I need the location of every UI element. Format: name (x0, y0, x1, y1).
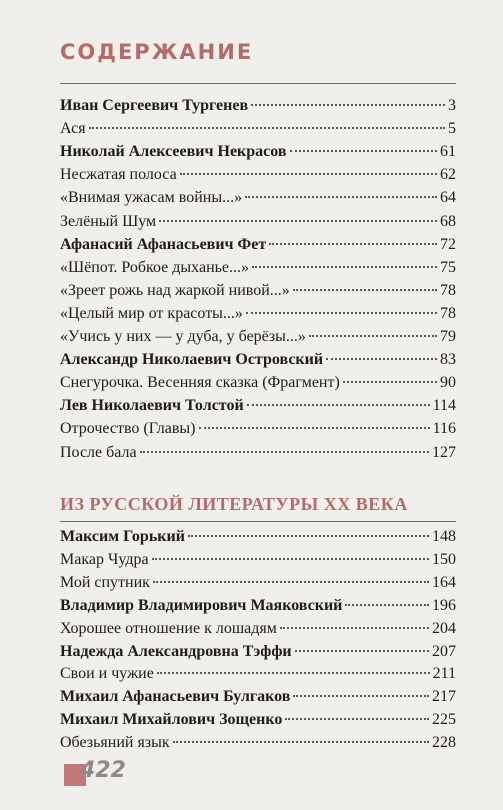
entry-page-number: 83 (440, 351, 456, 369)
entry-page-number: 3 (448, 97, 456, 114)
leader-dots (251, 92, 445, 106)
entry-title: Несжатая полоса (60, 166, 177, 184)
leader-dots (140, 439, 429, 453)
entry-page-number: 204 (432, 619, 456, 637)
leader-dots (285, 706, 429, 720)
entry-title: Александр Николаевич Островский (60, 351, 324, 369)
entry-page-number: 217 (432, 688, 456, 706)
leader-dots (343, 369, 437, 383)
work-entry (60, 211, 456, 233)
entry-title: Максим Горький (60, 528, 185, 545)
leader-dots (326, 346, 437, 360)
work-entry (60, 187, 456, 209)
work-entry (60, 372, 456, 394)
entry-page-number: 68 (440, 212, 456, 230)
entry-title: «Целый мир от красоты...» (60, 304, 243, 322)
entry-title: Владимир Владимирович Маяковский (60, 596, 343, 614)
entry-page-number: 228 (432, 734, 456, 752)
entry-page-number: 78 (440, 304, 456, 322)
leader-dots (247, 392, 430, 406)
entry-title: Отрочество (Главы) (60, 420, 196, 438)
entry-title: Снегурочка. Весенняя сказка (Фрагмент) (60, 374, 340, 392)
leader-dots (89, 115, 445, 129)
leader-dots (245, 184, 437, 198)
leader-dots (246, 300, 437, 314)
author-entry (60, 641, 456, 663)
section-title-xx-century: ИЗ РУССКОЙ ЛИТЕРАТУРЫ XX ВЕКА (60, 494, 408, 514)
author-entry (60, 349, 456, 371)
divider (60, 521, 456, 522)
entry-title: Свои и чужие (60, 665, 154, 683)
entry-page-number: 196 (432, 596, 456, 614)
entry-page-number: 61 (440, 143, 456, 161)
work-entry (60, 618, 456, 640)
work-entry (60, 732, 456, 754)
entry-page-number: 90 (440, 374, 456, 392)
entry-page-number: 79 (440, 328, 456, 345)
entry-page-number: 127 (432, 443, 456, 461)
work-entry (60, 572, 456, 594)
leader-dots (295, 638, 429, 652)
entry-title: «Зреет рожь над жаркой нивой...» (60, 281, 290, 299)
work-entry (60, 663, 456, 685)
entry-title: Хорошее отношение к лошадям (60, 619, 277, 637)
leader-dots (345, 592, 429, 606)
leader-dots (180, 161, 437, 175)
entry-page-number: 164 (432, 573, 456, 591)
work-entry (60, 549, 456, 571)
work-entry (60, 442, 456, 464)
entry-page-number: 211 (432, 665, 456, 683)
author-entry (60, 709, 456, 731)
author-entry (60, 95, 456, 117)
leader-dots (290, 138, 438, 152)
author-entry (60, 686, 456, 708)
leader-dots (269, 231, 437, 245)
entry-title: Мой спутник (60, 573, 150, 591)
entry-page-number: 72 (440, 235, 456, 253)
entry-page-number: 5 (448, 120, 456, 138)
work-entry (60, 118, 456, 140)
entry-page-number: 225 (432, 711, 456, 729)
entry-page-number: 114 (432, 397, 456, 415)
work-entry (60, 164, 456, 186)
leader-dots (199, 415, 430, 429)
work-entry (60, 257, 456, 279)
entry-title: Лев Николаевич Толстой (60, 397, 244, 415)
page-number: 422 (80, 758, 126, 783)
work-entry (60, 418, 456, 440)
author-entry (60, 526, 456, 548)
author-entry (60, 141, 456, 163)
leader-dots (152, 546, 429, 560)
section-title-contents: СОДЕРЖАНИЕ (60, 40, 254, 64)
leader-dots (188, 523, 429, 537)
entry-page-number: 207 (432, 642, 456, 660)
divider (60, 83, 456, 84)
author-entry (60, 595, 456, 617)
entry-page-number: 75 (440, 258, 456, 276)
entry-title: «Учись у них — у дуба, у берёзы...» (60, 328, 306, 345)
work-entry (60, 280, 456, 302)
entry-title: Николай Алексеевич Некрасов (60, 143, 287, 161)
author-entry (60, 234, 456, 256)
work-entry (60, 326, 456, 348)
leader-dots (293, 683, 429, 697)
leader-dots (157, 660, 430, 674)
entry-page-number: 64 (440, 189, 456, 207)
entry-title: Обезьяний язык (60, 734, 170, 752)
entry-page-number: 78 (440, 281, 456, 299)
entry-title: Макар Чудра (60, 550, 149, 568)
leader-dots (293, 277, 437, 291)
entry-title: Иван Сергеевич Тургенев (60, 97, 249, 114)
entry-page-number: 150 (432, 550, 456, 568)
leader-dots (309, 323, 437, 337)
entry-title: Михаил Михайлович Зощенко (60, 711, 283, 729)
entry-title: Афанасий Афанасьевич Фет (60, 235, 267, 253)
leader-dots (159, 208, 437, 222)
entry-page-number: 116 (432, 420, 456, 438)
author-entry (60, 395, 456, 417)
entry-title: «Шёпот. Робкое дыханье...» (60, 258, 250, 276)
entry-title: После бала (60, 443, 137, 461)
leader-dots (252, 254, 437, 268)
entry-title: «Внимая ужасам войны...» (60, 189, 243, 207)
leader-dots (280, 615, 429, 629)
leader-dots (153, 569, 429, 583)
entry-title: Ася (60, 120, 86, 138)
work-entry (60, 303, 456, 325)
entry-page-number: 148 (432, 528, 456, 545)
entry-title: Надежда Александровна Тэффи (60, 642, 292, 660)
entry-page-number: 62 (440, 166, 456, 184)
entry-title: Зелёный Шум (60, 212, 157, 230)
leader-dots (173, 729, 429, 743)
entry-title: Михаил Афанасьевич Булгаков (60, 688, 291, 706)
